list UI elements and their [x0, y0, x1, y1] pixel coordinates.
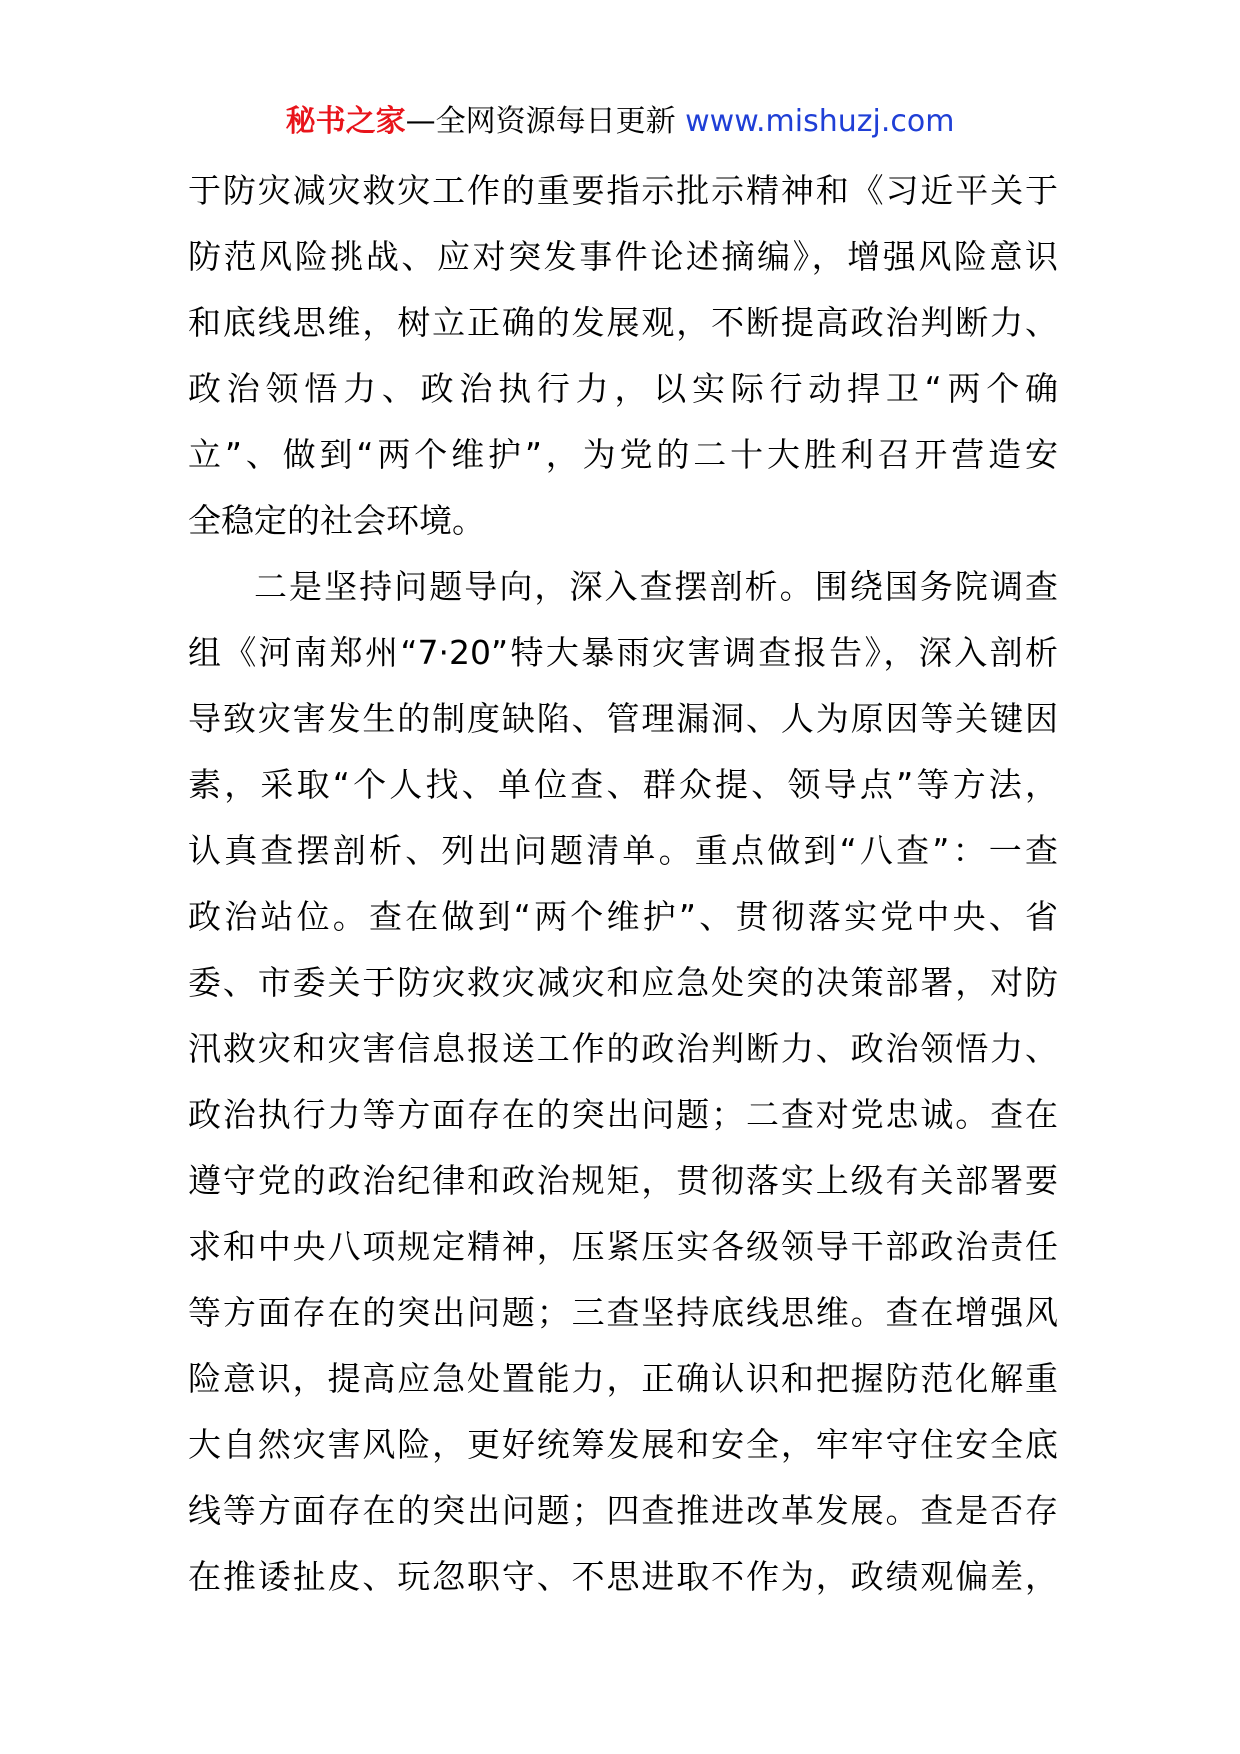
text-line: 于防灾减灾救灾工作的重要指示批示精神和《习近平关于: [188, 171, 1058, 210]
text-line: 险意识，提高应急处置能力，正确认识和把握防范化解重: [188, 1359, 1058, 1398]
site-brand: 秘书之家: [285, 104, 406, 139]
text-line: 等方面存在的突出问题；三查坚持底线思维。查在增强风: [188, 1293, 1058, 1332]
text-line: 政治领悟力、政治执行力，以实际行动捍卫“两个确: [188, 369, 1058, 408]
text-line: 汛救灾和灾害信息报送工作的政治判断力、政治领悟力、: [188, 1029, 1058, 1068]
text-line: 组《河南郑州“7·20”特大暴雨灾害调查报告》，深入剖析: [188, 633, 1058, 672]
text-line: 大自然灾害风险，更好统筹发展和安全，牢牢守住安全底: [188, 1425, 1058, 1464]
site-url-link[interactable]: www.mishuzj.com: [685, 104, 955, 139]
text-line: 政治执行力等方面存在的突出问题；二查对党忠诚。查在: [188, 1095, 1058, 1134]
text-line: 素，采取“个人找、单位查、群众提、领导点”等方法，: [188, 765, 1058, 804]
text-line: 委、市委关于防灾救灾减灾和应急处突的决策部署，对防: [188, 963, 1058, 1002]
text-line: 全稳定的社会环境。: [188, 501, 485, 540]
text-line: 防范风险挑战、应对突发事件论述摘编》，增强风险意识: [188, 237, 1058, 276]
text-line: 和底线思维，树立正确的发展观，不断提高政治判断力、: [188, 303, 1058, 342]
text-line: 政治站位。查在做到“两个维护”、贯彻落实党中央、省: [188, 897, 1058, 936]
text-line: 立”、做到“两个维护”，为党的二十大胜利召开营造安: [188, 435, 1058, 474]
text-line: 线等方面存在的突出问题；四查推进改革发展。查是否存: [188, 1491, 1058, 1530]
site-slogan: —全网资源每日更新: [405, 104, 686, 139]
text-line: 导致灾害发生的制度缺陷、管理漏洞、人为原因等关键因: [188, 699, 1058, 738]
site-header: [0, 100, 1240, 144]
paragraph-start-line: 二是坚持问题导向，深入查摆剖析。围绕国务院调查: [254, 567, 1058, 606]
text-line: 认真查摆剖析、列出问题清单。重点做到“八查”：一查: [188, 831, 1058, 870]
text-line: 遵守党的政治纪律和政治规矩，贯彻落实上级有关部署要: [188, 1161, 1058, 1200]
text-line: 在推诿扯皮、玩忽职守、不思进取不作为，政绩观偏差，: [188, 1557, 1058, 1596]
text-line: 求和中央八项规定精神，压紧压实各级领导干部政治责任: [188, 1227, 1058, 1266]
document-body: [188, 158, 1058, 1610]
